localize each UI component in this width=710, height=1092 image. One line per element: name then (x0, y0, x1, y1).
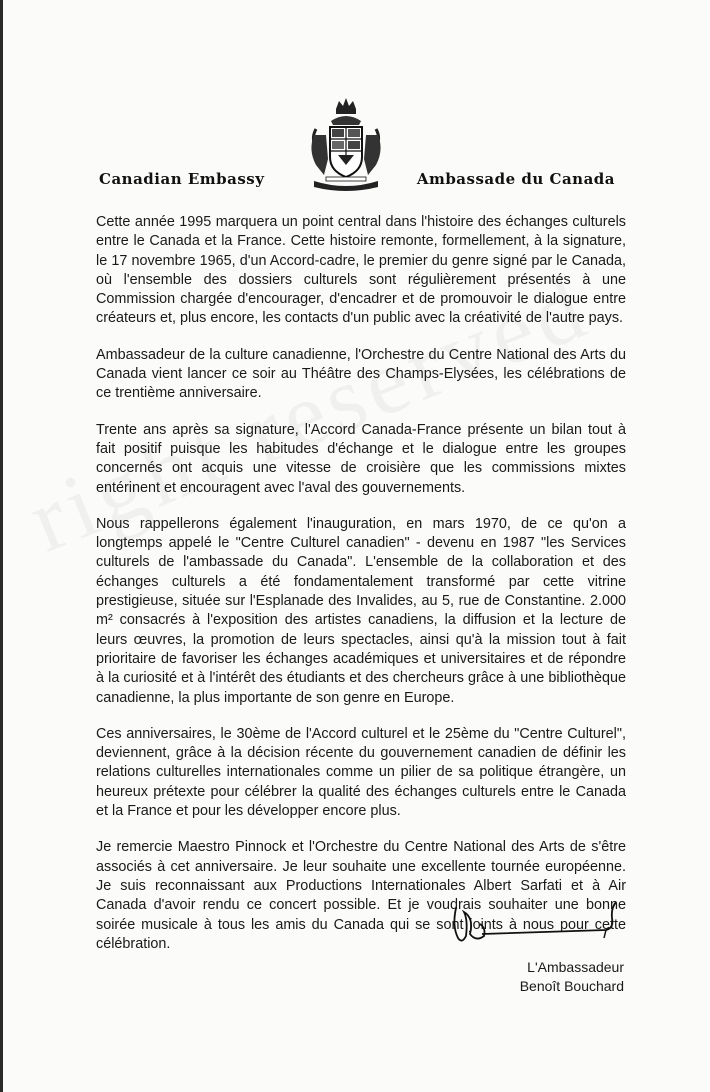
paragraph: Trente ans après sa signature, l'Accord Canada-France présente un bilan tout à fait positif puisque les habitudes d'échange et le dialogue entre les groupes concernés ont acquis une vitesse de croisière que les commissions mixtes entérinent et encouragent avec l'aval des gouvernements. (96, 421, 626, 496)
signatory-name: Benoît Bouchard (519, 978, 624, 994)
paragraph: Cette année 1995 marquera un point central dans l'histoire des échanges culturels entre le Canada et la France. Cette histoire remonte, formellement, à la signature, le 17 novembre 1965, d'un Accord-cadre, le premier du genre signé par le Canada, où l'ensemble des dossiers culturels sont régulièrement présentés à une Commission chargée d'encourager, d'encadrer et de promouvoir le dialogue entre créateurs et, plus encore, les contacts d'un public avec la créativité de l'autre pays. (96, 214, 626, 327)
handwritten-signature (446, 898, 626, 948)
paragraph: Ces anniversaires, le 30ème de l'Accord culturel et le 25ème du "Centre Culturel", deviennent, grâce à la décision récente du gouvernement canadien de définir les relations culturelles internationales comme un pilier de sa politique étrangère, un heureux prétexte pour célébrer la qualité des échanges culturels entre le Canada et la France et pour les développer encore plus. (96, 725, 626, 820)
signatory-title: L'Ambassadeur (527, 959, 624, 975)
paragraph: Ambassadeur de la culture canadienne, l'Orchestre du Centre National des Arts du Canada vient lancer ce soir au Théâtre des Champs-Elysées, les célébrations de ce trentième anniversaire. (96, 346, 626, 402)
signature-block (520, 958, 624, 996)
paragraph: Nous rappellerons également l'inauguration, en mars 1970, de ce qu'on a longtemps appelé le "Centre Culturel canadien" - devenu en 1987 "les Services culturels de l'ambassade du Canada". L'ensemble de la collaboration et des échanges culturels a été fondamentalement transformé par cette vitrine prestigieuse, située sur l'Esplanade des Invalides, au 5, rue de Constantine. 2.000 m² consacrés à l'exposition des artistes canadiens, la diffusion et la lecture de leurs œuvres, la promotion de leurs spectacles, ainsi qu'à la mission tout à fait prioritaire de favoriser les échanges académiques et universitaires et de répondre à la curiosité et à l'intérêt des étudiants et des chercheurs grâce à une bibliothèque canadienne, la plus importante de son genre en Europe. (96, 515, 626, 706)
letter-body (96, 213, 626, 971)
header-embassy-french: Ambassade du Canada (416, 170, 615, 188)
header-embassy-english: Canadian Embassy (99, 170, 265, 188)
paragraph: Je remercie Maestro Pinnock et l'Orchestre du Centre National des Arts de s'être associés à cet anniversaire. Je leur souhaite une excellente tournée européenne. Je suis reconnaissant aux Productions Internationales Albert Sarfati et à Air Canada d'avoir rendu ce concert possible. Et je voudrais souhaiter une bonne soirée musicale à tous les amis du Canada qui se sont joints à nous pour cette célébration. (96, 839, 626, 952)
coat-of-arms-icon (306, 95, 386, 195)
